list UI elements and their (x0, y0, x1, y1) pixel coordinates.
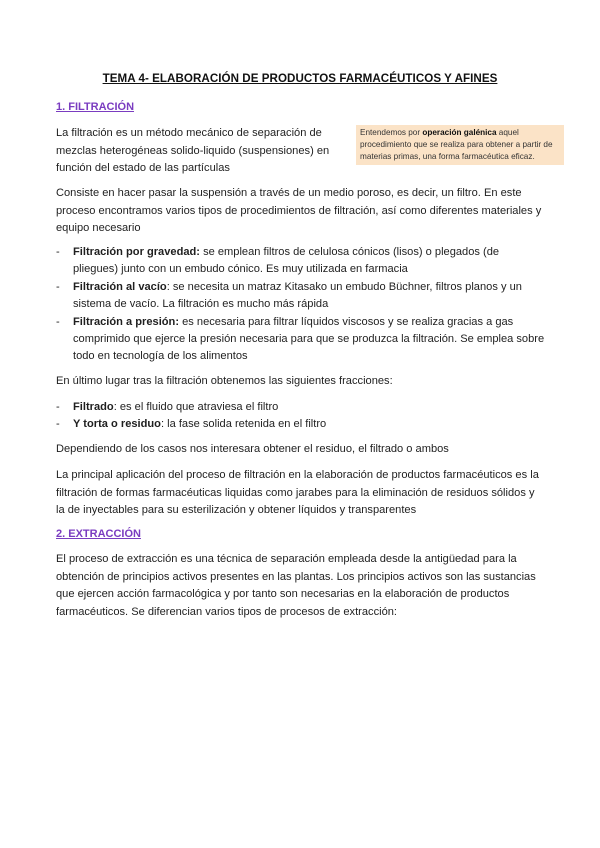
dash-bullet: - (56, 246, 60, 258)
fractions-list (56, 399, 546, 434)
filtration-type-text: se emplean filtros de celulosa cónicos (lisos) o plegados (de pliegues) junto con un embudo cónico. Es muy utilizada en farmacia (73, 246, 500, 276)
list-item (56, 314, 546, 366)
dash-bullet: - (56, 280, 60, 293)
dash-bullet: - (56, 418, 60, 431)
page-title: TEMA 4- ELABORACIÓN DE PRODUCTOS FARMACÉUTICOS Y AFINES (102, 72, 498, 85)
filtracion-paragraph-4: Dependiendo de los casos nos interesara obtener el residuo, el filtrado o ambos (56, 443, 449, 455)
note-prefix: Entendemos por (360, 128, 423, 137)
filtration-type-term: Filtración al vacío (73, 280, 167, 293)
extraccion-paragraph-1: El proceso de extracción es una técnica de separación empleada desde la antigüedad para la obtención de principios activos presentes en las plantas. Los principios activos son las sustancias que ejercen acción farmacológica y por tanto son necesarias en la elaboración de productos farmacéuticos. Se diferencian varios tipos de procesos de extracción: (56, 553, 536, 618)
section-heading-filtracion: 1. FILTRACIÓN (56, 101, 135, 113)
filtration-type-text: es necesaria para filtrar líquidos viscosos y se realiza gracias a gas comprimido que ejerce la presión necesaria para que se produzca la filtración. Se emplea sobre todo en tecnología de los alimentos (73, 315, 545, 363)
filtracion-paragraph-5: La principal aplicación del proceso de filtración en la elaboración de productos farmacéuticos es la filtración de formas farmacéuticas liquidas como jarabes para la eliminación de residuos sólidos y la de inyectables para su esterilización y obtener líquidos y transparentes (56, 469, 539, 517)
list-item (56, 416, 546, 433)
note-term: operación galénica (422, 128, 497, 137)
fraction-text: : es el fluido que atraviesa el filtro (113, 401, 279, 413)
filtracion-intro: La filtración es un método mecánico de separación de mezclas heterogéneas solido-liquido (suspensiones) en función del estado de las partículas (56, 127, 330, 175)
fraction-term: Y torta o residuo (73, 418, 161, 431)
fraction-term: Filtrado (73, 401, 114, 413)
dash-bullet: - (56, 401, 60, 413)
filtration-types-list (56, 244, 546, 366)
note-suffix: aquel procedimiento que se realiza para obtener a partir de materias primas, una forma farmacéutica eficaz. (360, 128, 553, 161)
galenic-operation-note (356, 125, 564, 165)
dash-bullet: - (56, 315, 60, 328)
list-item (56, 399, 546, 416)
fraction-text: : la fase solida retenida en el filtro (160, 418, 327, 431)
list-item (56, 244, 546, 279)
list-item (56, 279, 546, 314)
section-heading-extraccion: 2. EXTRACCIÓN (56, 528, 141, 540)
filtration-type-term: Filtración por gravedad: (73, 246, 200, 258)
filtracion-paragraph-3: En último lugar tras la filtración obtenemos las siguientes fracciones: (56, 375, 393, 387)
filtracion-paragraph-2: Consiste en hacer pasar la suspensión a través de un medio poroso, es decir, un filtro. En este proceso encontramos varios tipos de procedimientos de filtración, así como diferentes materiales y equipo necesario (56, 187, 542, 235)
filtration-type-text: : se necesita un matraz Kitasako un embudo Büchner, filtros planos y un sistema de vacío. La filtración es mucho más rápida (73, 280, 522, 311)
filtration-type-term: Filtración a presión: (73, 315, 180, 328)
